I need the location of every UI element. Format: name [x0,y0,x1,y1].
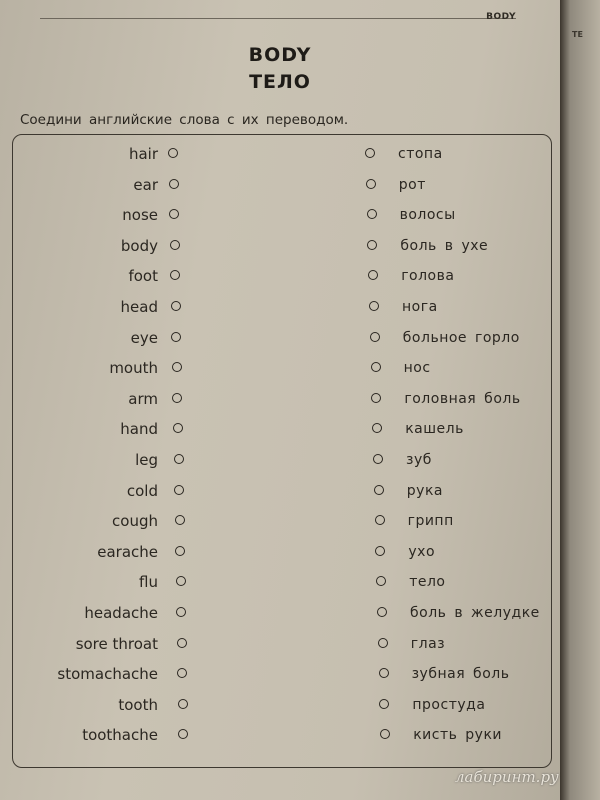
russian-translation: нога [402,299,438,315]
right-connector-circle[interactable] [370,332,380,342]
left-connector-circle[interactable] [171,332,181,342]
english-word: eye [130,328,158,347]
russian-translation: кашель [405,421,464,438]
left-connector-circle[interactable] [177,638,187,648]
right-connector-circle[interactable] [365,148,375,158]
right-connector-circle[interactable] [371,393,381,403]
left-connector-circle[interactable] [174,485,184,495]
right-connector-circle[interactable] [367,240,377,250]
left-connector-circle[interactable] [173,423,183,433]
english-word: body [120,236,158,255]
english-word: hand [120,420,158,439]
right-connector-circle[interactable] [367,209,377,219]
english-word: leg [135,451,158,469]
english-word: cough [112,512,158,531]
match-row [0,692,560,718]
right-connector-circle[interactable] [380,729,390,739]
left-connector-circle[interactable] [169,179,179,189]
right-connector-circle[interactable] [375,515,385,525]
english-word: stomachache [57,665,158,684]
match-row [0,539,560,565]
right-connector-circle[interactable] [374,485,384,495]
match-row [0,478,560,504]
russian-translation: больное горло [402,329,520,346]
left-connector-circle[interactable] [176,576,186,586]
facing-page-tab: TE [572,30,583,39]
russian-translation: стопа [398,146,443,162]
left-connector-circle[interactable] [176,607,186,617]
russian-translation: боль в желудке [410,605,540,621]
right-connector-circle[interactable] [369,301,379,311]
match-row [0,416,560,442]
left-connector-circle[interactable] [177,668,187,678]
english-word: foot [128,267,158,286]
match-row [0,263,560,289]
russian-translation: грипп [407,513,454,530]
left-connector-circle[interactable] [175,546,185,556]
english-word: ear [133,175,158,194]
right-connector-circle[interactable] [377,607,387,617]
facing-page [560,0,600,800]
russian-translation: зуб [406,452,432,468]
russian-translation: глаз [410,635,446,652]
russian-translation: ухо [408,543,436,560]
left-connector-circle[interactable] [172,393,182,403]
russian-translation: кисть руки [413,727,503,744]
match-row [0,386,560,412]
match-row [0,722,560,748]
english-word: hair [128,145,158,163]
right-connector-circle[interactable] [366,179,376,189]
watermark: лабиринт.ру [455,768,559,786]
left-connector-circle[interactable] [175,515,185,525]
english-word: mouth [109,359,158,378]
english-word: cold [126,481,158,500]
right-connector-circle[interactable] [368,270,378,280]
left-connector-circle[interactable] [178,729,188,739]
english-word: head [120,298,158,316]
match-row [0,355,560,381]
header-rule [40,18,516,19]
exercise-instruction: Соедини английские слова с их переводом. [20,112,349,128]
right-connector-circle[interactable] [373,454,383,464]
right-connector-circle[interactable] [372,423,382,433]
left-connector-circle[interactable] [169,209,179,219]
right-connector-circle[interactable] [379,699,389,709]
left-connector-circle[interactable] [172,362,182,372]
match-row [0,141,560,167]
left-connector-circle[interactable] [171,301,181,311]
match-row [0,447,560,473]
left-connector-circle[interactable] [178,699,188,709]
match-row [0,233,560,259]
match-row [0,661,560,687]
english-word: tooth [118,695,158,714]
match-row [0,172,560,198]
russian-translation: простуда [412,696,486,713]
russian-translation: волосы [399,207,456,224]
english-word: nose [122,206,158,225]
match-row [0,631,560,657]
russian-translation: головная боль [404,390,521,407]
english-word: arm [128,389,158,408]
match-row [0,569,560,595]
right-connector-circle[interactable] [375,546,385,556]
english-word: flu [139,573,158,592]
english-word: headache [84,604,158,622]
right-connector-circle[interactable] [379,668,389,678]
english-word: earache [97,542,158,561]
right-connector-circle[interactable] [376,576,386,586]
russian-translation: зубная боль [411,666,510,683]
page-title-russian: ТЕЛО [249,71,311,93]
right-connector-circle[interactable] [371,362,381,372]
russian-translation: голова [401,268,455,285]
russian-translation: боль в ухе [400,237,489,254]
match-row [0,294,560,320]
left-connector-circle[interactable] [174,454,184,464]
match-row [0,202,560,228]
russian-translation: рот [398,176,426,193]
left-connector-circle[interactable] [170,240,180,250]
english-word: toothache [82,726,158,745]
corner-tab: BODY [486,12,516,22]
russian-translation: нос [403,360,431,377]
match-row [0,325,560,351]
page-title-english: BODY [248,44,312,66]
left-connector-circle[interactable] [170,270,180,280]
russian-translation: тело [409,574,446,591]
left-connector-circle[interactable] [168,148,178,158]
match-row [0,508,560,534]
english-word: sore throat [75,634,158,653]
russian-translation: рука [406,482,444,499]
right-connector-circle[interactable] [378,638,388,648]
match-row [0,600,560,626]
